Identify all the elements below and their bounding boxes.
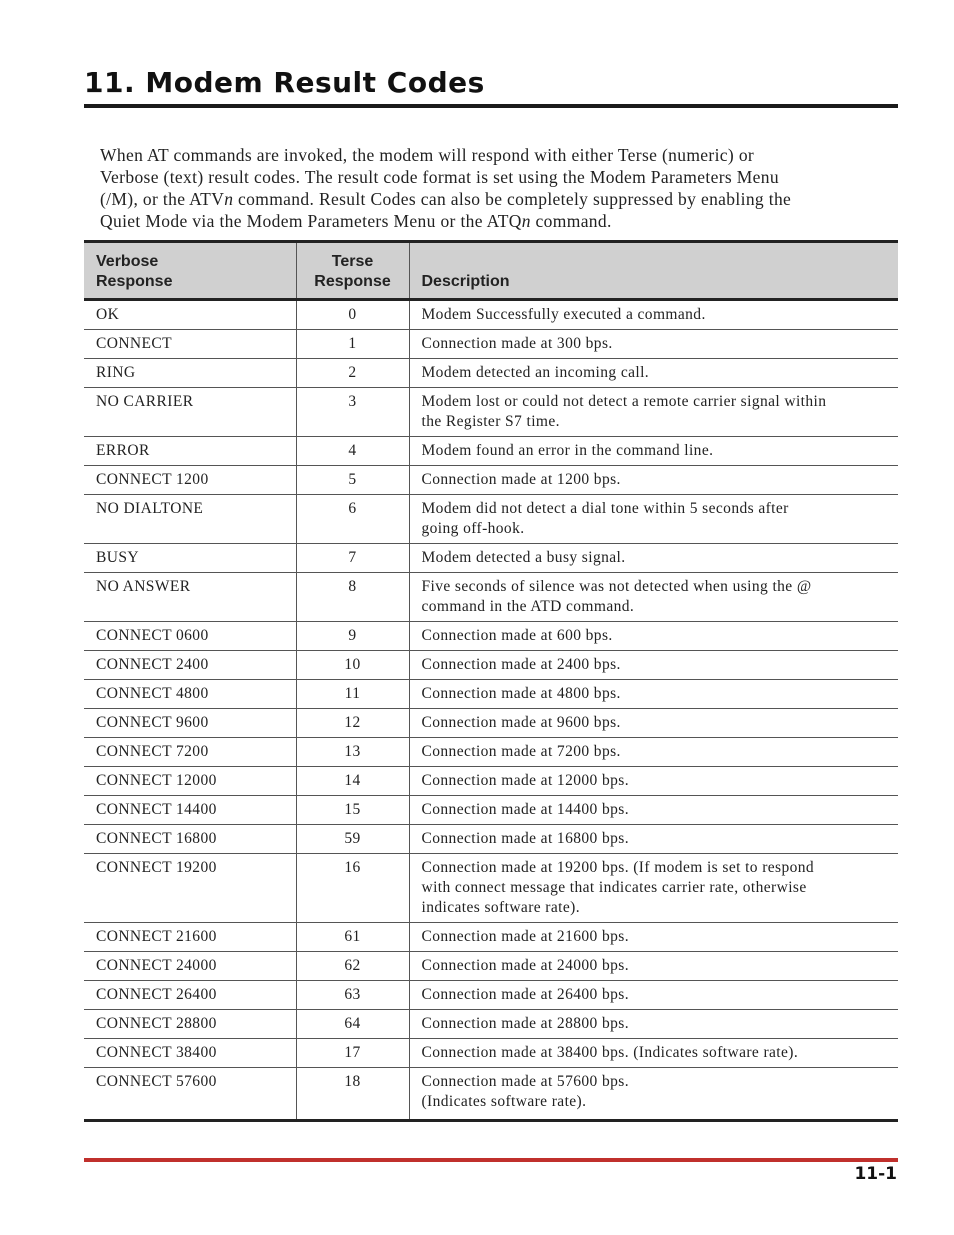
verbose-response-cell: CONNECT 28800 bbox=[84, 1010, 296, 1039]
verbose-response-cell: CONNECT 0600 bbox=[84, 622, 296, 651]
terse-response-cell: 13 bbox=[296, 738, 409, 767]
description-line: Connection made at 24000 bps. bbox=[421, 957, 629, 974]
table-row bbox=[84, 388, 898, 437]
description-cell bbox=[409, 738, 898, 767]
table-body bbox=[84, 300, 898, 1121]
terse-response-cell: 7 bbox=[296, 544, 409, 573]
description-line: going off-hook. bbox=[421, 520, 525, 537]
description-cell bbox=[409, 1039, 898, 1068]
description-line: Connection made at 4800 bps. bbox=[421, 685, 621, 702]
verbose-response-cell: CONNECT 12000 bbox=[84, 767, 296, 796]
description-line: Connection made at 14400 bps. bbox=[421, 801, 629, 818]
description-line: Modem did not detect a dial tone within 5 seconds after bbox=[421, 500, 789, 517]
terse-response-cell: 16 bbox=[296, 854, 409, 923]
description-cell bbox=[409, 359, 898, 388]
terse-response-cell: 15 bbox=[296, 796, 409, 825]
description-cell bbox=[409, 1010, 898, 1039]
description-cell bbox=[409, 796, 898, 825]
description-cell bbox=[409, 854, 898, 923]
description-line: Modem lost or could not detect a remote carrier signal within bbox=[421, 393, 827, 410]
verbose-response-cell: CONNECT 4800 bbox=[84, 680, 296, 709]
description-line: Connection made at 9600 bps. bbox=[421, 714, 621, 731]
terse-response-cell: 0 bbox=[296, 300, 409, 330]
verbose-response-cell: CONNECT 7200 bbox=[84, 738, 296, 767]
verbose-response-cell: CONNECT 1200 bbox=[84, 466, 296, 495]
table-row bbox=[84, 709, 898, 738]
table-row bbox=[84, 300, 898, 330]
description-line: Connection made at 7200 bps. bbox=[421, 743, 621, 760]
description-cell bbox=[409, 981, 898, 1010]
table-row bbox=[84, 544, 898, 573]
table-header-row bbox=[84, 242, 898, 300]
description-line: (Indicates software rate). bbox=[421, 1093, 587, 1110]
table-row bbox=[84, 1068, 898, 1121]
description-line: Modem detected a busy signal. bbox=[421, 549, 626, 566]
header-verbose-response: Verbose Response bbox=[84, 242, 296, 300]
verbose-response-cell: CONNECT 9600 bbox=[84, 709, 296, 738]
terse-response-cell: 2 bbox=[296, 359, 409, 388]
description-cell bbox=[409, 437, 898, 466]
terse-response-cell: 59 bbox=[296, 825, 409, 854]
terse-response-cell: 18 bbox=[296, 1068, 409, 1121]
footer-rule bbox=[84, 1158, 898, 1162]
terse-response-cell: 61 bbox=[296, 923, 409, 952]
description-line: Modem found an error in the command line. bbox=[421, 442, 714, 459]
page-number: 11-1 bbox=[854, 1164, 897, 1184]
verbose-response-cell: NO DIALTONE bbox=[84, 495, 296, 544]
terse-response-cell: 62 bbox=[296, 952, 409, 981]
verbose-response-cell: CONNECT 2400 bbox=[84, 651, 296, 680]
terse-response-cell: 4 bbox=[296, 437, 409, 466]
table-row bbox=[84, 680, 898, 709]
table-row bbox=[84, 1010, 898, 1039]
table-row bbox=[84, 1039, 898, 1068]
verbose-response-cell: ERROR bbox=[84, 437, 296, 466]
description-line: Connection made at 2400 bps. bbox=[421, 656, 621, 673]
description-cell bbox=[409, 466, 898, 495]
description-line: Connection made at 19200 bps. (If modem is set to respond bbox=[421, 859, 815, 876]
table-row bbox=[84, 981, 898, 1010]
intro-paragraph bbox=[100, 144, 896, 232]
description-line: Connection made at 38400 bps. (Indicates software rate). bbox=[421, 1044, 799, 1061]
intro-line: (/M), or the ATVn command. Result Codes can also be completely suppressed by enabling the bbox=[100, 189, 792, 209]
terse-response-cell: 17 bbox=[296, 1039, 409, 1068]
table-row bbox=[84, 330, 898, 359]
header-terse-response: Terse Response bbox=[296, 242, 409, 300]
verbose-response-cell: CONNECT 14400 bbox=[84, 796, 296, 825]
terse-response-cell: 1 bbox=[296, 330, 409, 359]
description-line: Five seconds of silence was not detected when using the @ bbox=[421, 578, 812, 595]
description-line: Connection made at 600 bps. bbox=[421, 627, 613, 644]
description-line: Connection made at 16800 bps. bbox=[421, 830, 629, 847]
terse-response-cell: 63 bbox=[296, 981, 409, 1010]
verbose-response-cell: CONNECT 26400 bbox=[84, 981, 296, 1010]
description-line: Connection made at 21600 bps. bbox=[421, 928, 629, 945]
description-cell bbox=[409, 825, 898, 854]
verbose-response-cell: CONNECT 57600 bbox=[84, 1068, 296, 1121]
description-line: indicates software rate). bbox=[421, 899, 580, 916]
description-cell bbox=[409, 544, 898, 573]
table-row bbox=[84, 622, 898, 651]
verbose-response-cell: CONNECT 24000 bbox=[84, 952, 296, 981]
description-cell bbox=[409, 330, 898, 359]
description-line: Connection made at 28800 bps. bbox=[421, 1015, 629, 1032]
result-codes-table bbox=[84, 240, 898, 1122]
description-line: Connection made at 300 bps. bbox=[421, 335, 613, 352]
table-row bbox=[84, 573, 898, 622]
table-row bbox=[84, 825, 898, 854]
description-line: Modem Successfully executed a command. bbox=[421, 306, 706, 323]
terse-response-cell: 6 bbox=[296, 495, 409, 544]
description-line: the Register S7 time. bbox=[421, 413, 560, 430]
table-row bbox=[84, 767, 898, 796]
table-row bbox=[84, 466, 898, 495]
description-cell bbox=[409, 952, 898, 981]
description-cell bbox=[409, 573, 898, 622]
intro-line: When AT commands are invoked, the modem will respond with either Terse (numeric) or bbox=[100, 145, 755, 165]
description-line: Modem detected an incoming call. bbox=[421, 364, 650, 381]
description-line: with connect message that indicates carrier rate, otherwise bbox=[421, 879, 807, 896]
intro-line: Quiet Mode via the Modem Parameters Menu or the ATQn command. bbox=[100, 211, 612, 231]
description-cell bbox=[409, 651, 898, 680]
terse-response-cell: 8 bbox=[296, 573, 409, 622]
terse-response-cell: 9 bbox=[296, 622, 409, 651]
table-row bbox=[84, 437, 898, 466]
table-row bbox=[84, 495, 898, 544]
verbose-response-cell: CONNECT 38400 bbox=[84, 1039, 296, 1068]
description-line: Connection made at 12000 bps. bbox=[421, 772, 629, 789]
terse-response-cell: 3 bbox=[296, 388, 409, 437]
terse-response-cell: 5 bbox=[296, 466, 409, 495]
header-description: Description bbox=[409, 242, 898, 300]
table-row bbox=[84, 952, 898, 981]
terse-response-cell: 12 bbox=[296, 709, 409, 738]
description-line: command in the ATD command. bbox=[421, 598, 635, 615]
description-line: Connection made at 1200 bps. bbox=[421, 471, 621, 488]
description-cell bbox=[409, 923, 898, 952]
verbose-response-cell: NO CARRIER bbox=[84, 388, 296, 437]
title-rule bbox=[84, 104, 898, 108]
table-row bbox=[84, 359, 898, 388]
verbose-response-cell: OK bbox=[84, 300, 296, 330]
verbose-response-cell: BUSY bbox=[84, 544, 296, 573]
table-row bbox=[84, 738, 898, 767]
terse-response-cell: 11 bbox=[296, 680, 409, 709]
description-cell bbox=[409, 388, 898, 437]
verbose-response-cell: NO ANSWER bbox=[84, 573, 296, 622]
description-line: Connection made at 26400 bps. bbox=[421, 986, 629, 1003]
description-cell bbox=[409, 680, 898, 709]
description-cell bbox=[409, 495, 898, 544]
description-cell bbox=[409, 709, 898, 738]
verbose-response-cell: CONNECT 16800 bbox=[84, 825, 296, 854]
verbose-response-cell: CONNECT 21600 bbox=[84, 923, 296, 952]
table-row bbox=[84, 796, 898, 825]
table-row bbox=[84, 854, 898, 923]
description-cell bbox=[409, 622, 898, 651]
description-cell bbox=[409, 1068, 898, 1121]
verbose-response-cell: RING bbox=[84, 359, 296, 388]
page-title: 11. Modem Result Codes bbox=[84, 66, 485, 99]
intro-line: Verbose (text) result codes. The result code format is set using the Modem Parameters Menu bbox=[100, 167, 779, 187]
table-row bbox=[84, 923, 898, 952]
terse-response-cell: 14 bbox=[296, 767, 409, 796]
verbose-response-cell: CONNECT 19200 bbox=[84, 854, 296, 923]
description-cell bbox=[409, 767, 898, 796]
terse-response-cell: 64 bbox=[296, 1010, 409, 1039]
table-row bbox=[84, 651, 898, 680]
verbose-response-cell: CONNECT bbox=[84, 330, 296, 359]
description-cell bbox=[409, 300, 898, 330]
terse-response-cell: 10 bbox=[296, 651, 409, 680]
description-line: Connection made at 57600 bps. bbox=[421, 1073, 629, 1090]
